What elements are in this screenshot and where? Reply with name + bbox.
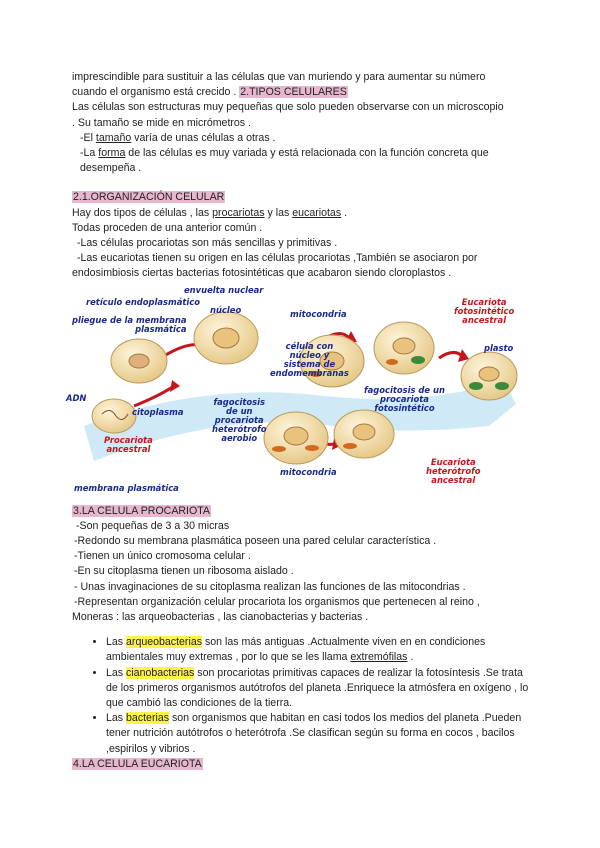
text-line: Hay dos tipos de células , las procariotas y las eucariotas . [72, 206, 348, 219]
label-mitocondria-top: mitocondria [290, 308, 347, 319]
document-page [66, 70, 532, 772]
text-line [72, 757, 532, 772]
list-item: -Representan organización celular procariota los organismos que pertenecen al reino , [74, 595, 480, 608]
label-nucleo: núcleo [210, 304, 242, 315]
section-heading: 4.LA CELULA EUCARIOTA [73, 757, 202, 770]
text-line: cuando el organismo está crecido . 2.TIPOS CELULARES [72, 86, 347, 99]
text-line: -El tamaño varía de unas células a otras . [80, 131, 276, 144]
text-line: Todas proceden de una anterior común . [72, 221, 263, 234]
label-membrana: membrana plasmática [74, 482, 179, 493]
label-plasto: plasto [484, 342, 514, 353]
text-line: -Las células procariotas son más sencillas y primitivas . [77, 237, 338, 250]
text-line: endosimbiosis ciertas bacterias fotosintéticas que acabaron siendo cloroplastos . [72, 267, 452, 280]
bullet-list [72, 635, 532, 757]
text-line: -La forma de las células es muy variada y está relacionada con la función concreta que [80, 147, 489, 160]
list-item: - Unas invaginaciones de su citoplasma realizan las funciones de las mitocondrias . [74, 580, 466, 593]
label-reticulo: retículo endoplasmático [86, 296, 201, 307]
list-item: Moneras : las arqueobacterias , las cianobacterias y bacterias . [72, 611, 369, 624]
section-heading: 2.TIPOS CELULARES [240, 86, 347, 99]
text-line: -Las eucariotas tienen su origen en las células procariotas ,También se asociaron por [77, 252, 478, 265]
text-line: Las células son estructuras muy pequeñas que solo pueden observarse con un microscopio [72, 101, 504, 114]
text-line: imprescindible para sustituir a las células que van muriendo y para aumentar su número [72, 71, 486, 83]
bullet-item: • Las bacterias son organismos que habitan en casi todos los medios del planeta .Pueden tener nutrición autótrofos o heterótrofa .Se clasifican según su forma en cocos , bacilos ,espirilos y vibrios . [106, 711, 532, 757]
text-line: . Su tamaño se mide en micrómetros . [72, 116, 251, 129]
label-fagocitosis-heterotrofo: fagocitosis de un procariota heterótrofo aerobio [212, 396, 267, 443]
list-item: -Son pequeñas de 3 a 30 micras [76, 519, 230, 532]
label-eucariota-fotosintetico: Eucariota fotosintético ancestral [454, 296, 515, 325]
section-heading: 2.1.ORGANIZACIÓN CELULAR [73, 191, 225, 204]
label-adn: ADN [66, 392, 87, 403]
bullet-item: • Las cianobacterias son procariotas primitivas capaces de realizar la fotosíntesis .Se trata de los primeros organismos autótrofos del planeta .Enriquece la atmósfera en oxígeno , lo que cambió las condiciones de la tierra. [106, 666, 532, 712]
section-heading: 3.LA CELULA PROCARIOTA [73, 504, 210, 517]
label-celula-nucleo: célula con núcleo y sistema de endomembranas [270, 340, 349, 378]
text-line: desempeña . [80, 162, 142, 175]
text-line [72, 190, 532, 205]
bullet-item: • Las arqueobacterias son las más antiguas .Actualmente viven en en condiciones ambientales muy extremas , por lo que se les llama extremófilas . [106, 635, 532, 665]
list-item: -En su citoplasma tienen un ribosoma aislado . [74, 565, 294, 578]
label-fagocitosis-fotosintetico: fagocitosis de un procariota fotosintético [364, 384, 445, 413]
label-procariota-ancestral: Procariota ancestral [104, 434, 153, 454]
cell-evolution-diagram [64, 286, 536, 500]
prokaryote-cell [92, 399, 136, 433]
label-envuelta: envuelta nuclear [184, 284, 264, 295]
label-citoplasma: citoplasma [132, 406, 184, 417]
text-line [72, 504, 532, 519]
list-item: -Redondo su membrana plasmática poseen una pared celular característica . [74, 535, 437, 548]
list-item: -Tienen un único cromosoma celular . [74, 550, 251, 563]
label-eucariota-heterotrofo: Eucariota heterótrofo ancestral [426, 456, 481, 485]
label-mitocondria-bottom: mitocondria [280, 466, 337, 477]
label-pliegue: pliegue de la membrana plasmática [72, 314, 187, 334]
